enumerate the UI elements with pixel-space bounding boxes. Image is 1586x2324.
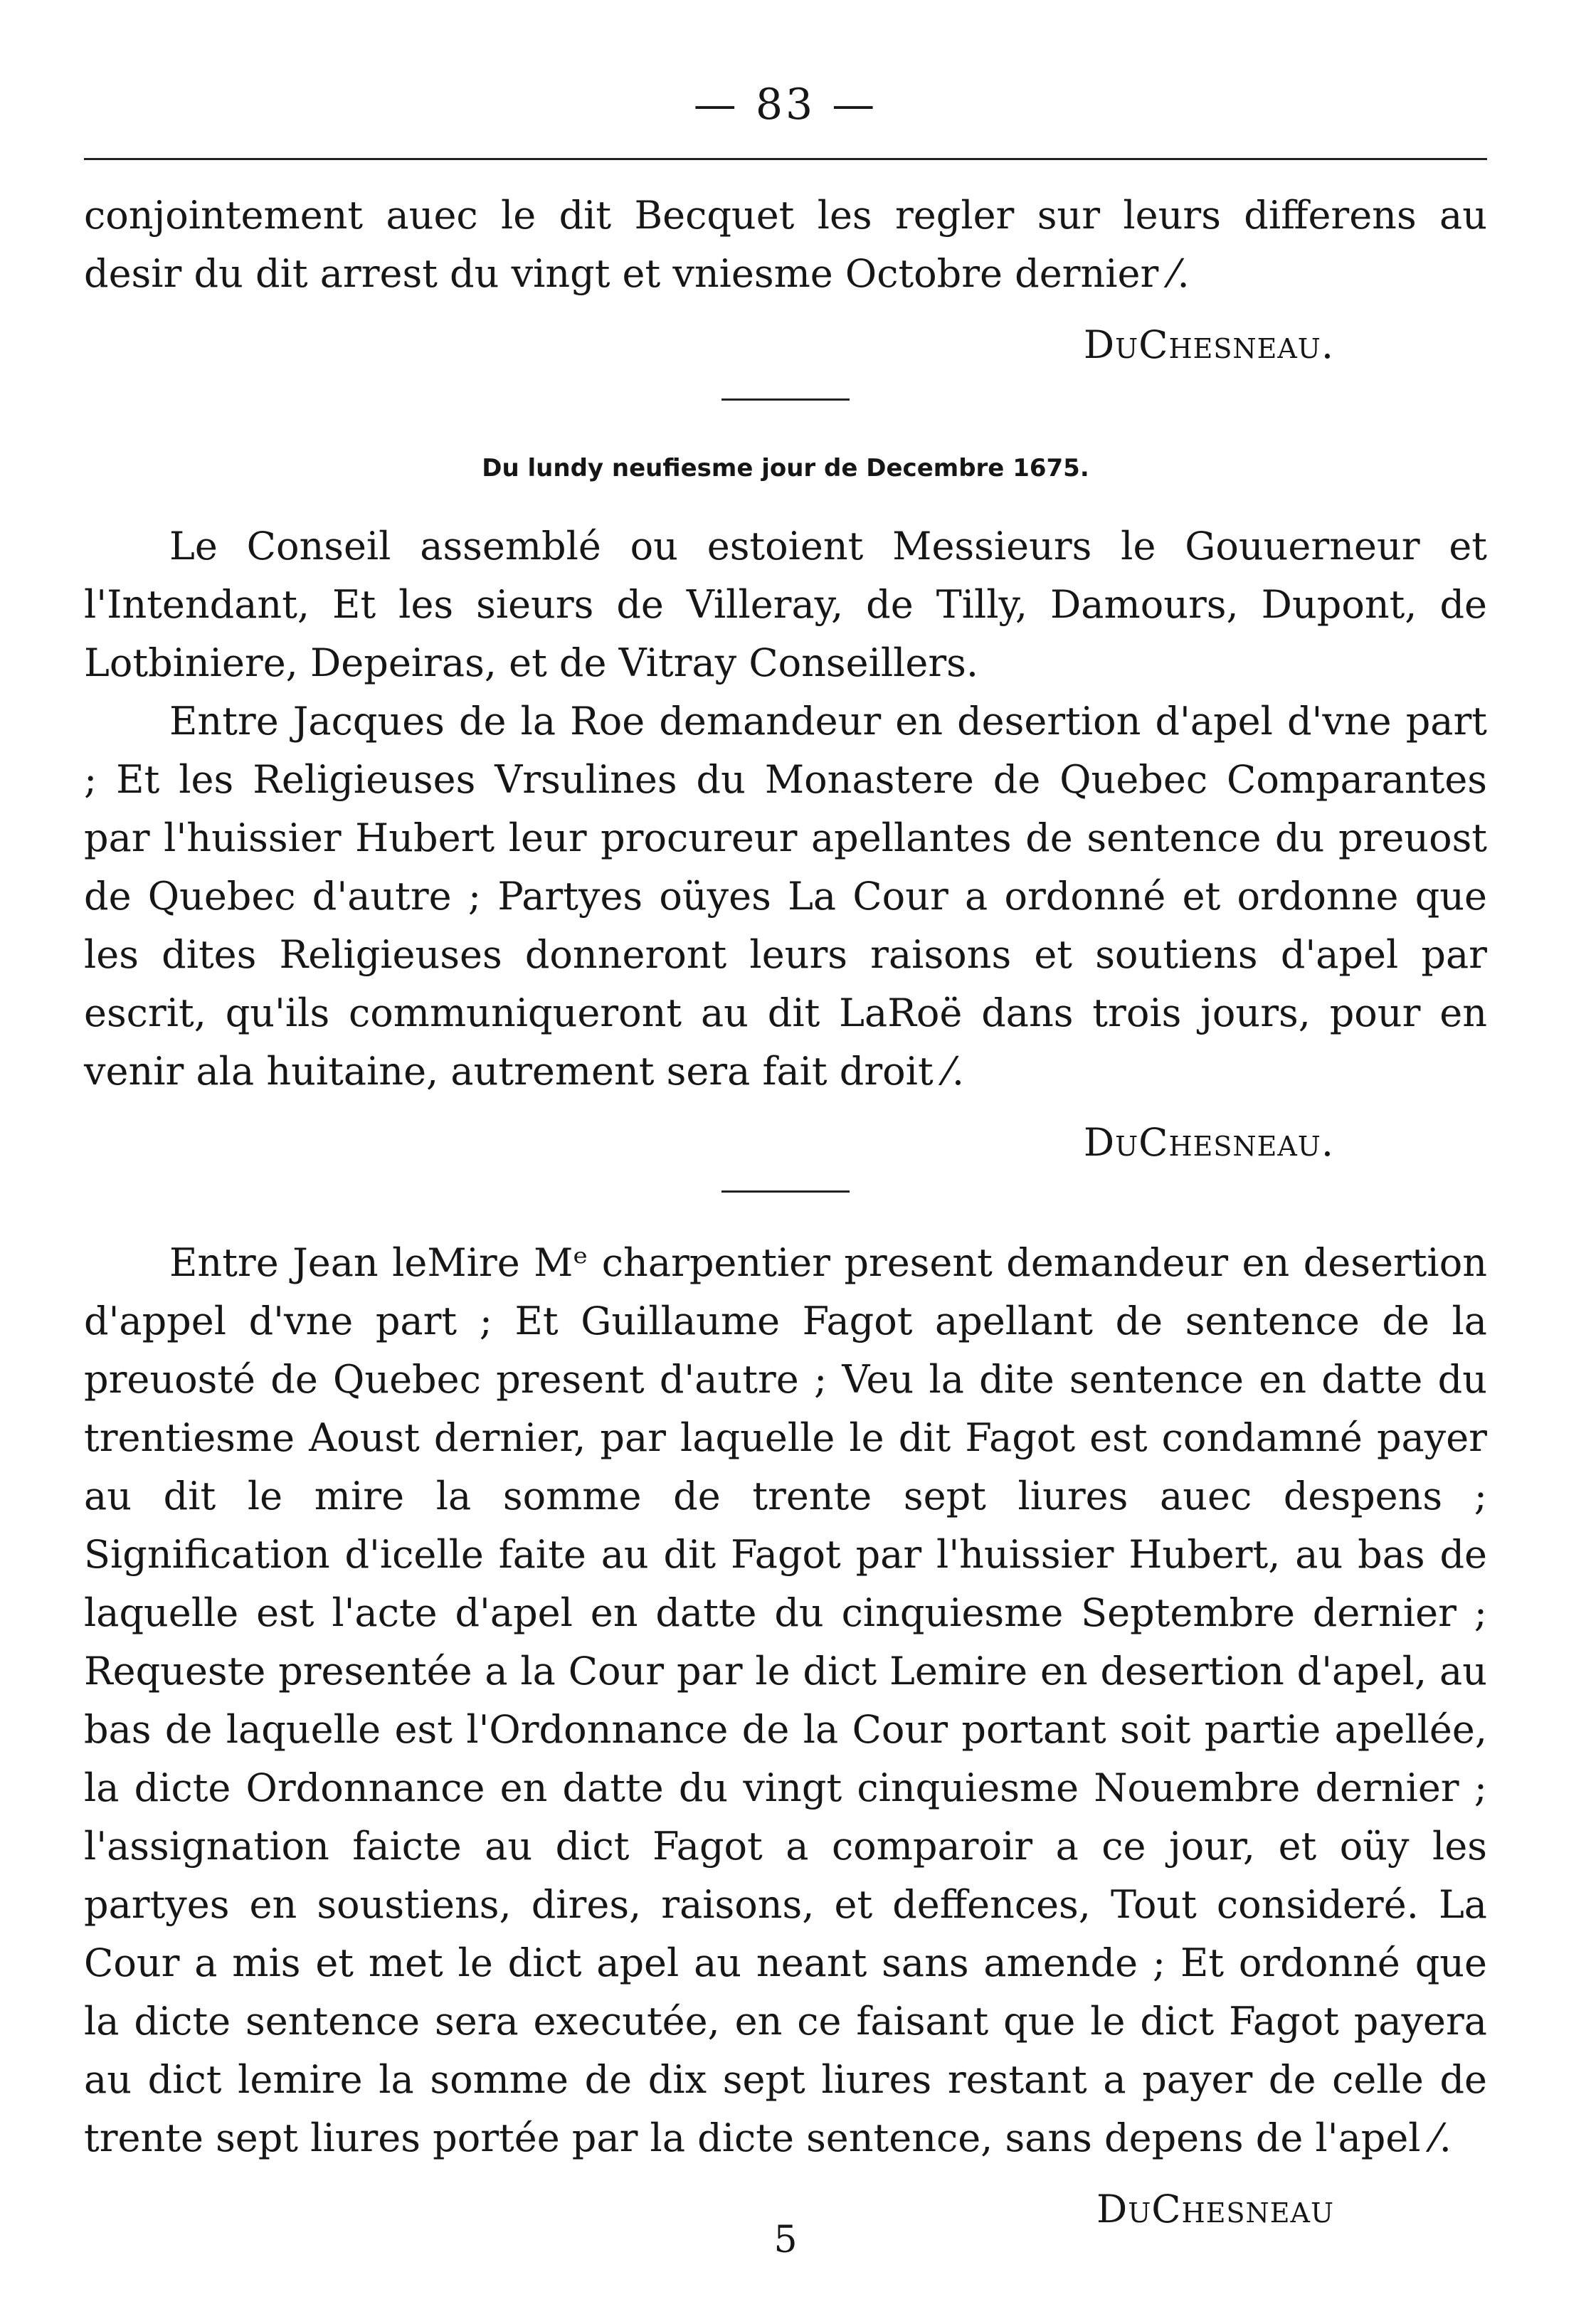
signature: DuChesneau.: [1083, 322, 1334, 367]
signature: DuChesneau: [1096, 2187, 1334, 2231]
section-divider: [721, 1190, 850, 1193]
case-lemire-fagot-paragraph: Entre Jean leMire Mᵉ charpentier present demandeur en desertion d'appel d'vne part ; Et Guillaume Fagot apellant de sentence de la preuosté de Quebec present d'autre ; Veu la dite sentence en datte du trentiesme Aoust dernier, par laquelle le dit Fagot est condamné payer au dit le mire la somme de trente sept liures auec despens ; Signification d'icelle faite au dit Fagot par l'huissier Hubert, au bas de laquelle est l'acte d'apel en datte du cinquiesme Septembre dernier ; Requeste presentée a la Cour par le dict Lemire en desertion d'apel, au bas de laquelle est l'Ordonnance de la Cour portant soit partie apellée, la dicte Ordonnance en datte du vingt cinquiesme Nouembre dernier ; l'assignation faicte au dict Fagot a comparoir a ce jour, et oüy les partyes en soustiens, dires, raisons, et deffences, Tout consideré. La Cour a mis et met le dict apel au neant sans amende ; Et ordonné que la dicte sentence sera executée, en ce faisant que le dict Fagot payera au dict lemire la somme de dix sept liures restant a payer de celle de trente sept liures portée par la dicte sentence, sans depens de l'apel ⁄.: [84, 1240, 1487, 2160]
signature-mark: 5: [773, 2219, 798, 2261]
paragraph-continuation: conjointement auec le dit Becquet les regler sur leurs differens au desir du dit arrest du vingt et vniesme Octobre dernier ⁄.: [84, 193, 1487, 296]
document-page: [84, 0, 1487, 2324]
case-de-la-roe-paragraph: Entre Jacques de la Roe demandeur en desertion d'apel d'vne part ; Et les Religieuses Vrsulines du Monastere de Quebec Comparantes par l'huissier Hubert leur procureur apellantes de sentence du preuost de Quebec d'autre ; Partyes oüyes La Cour a ordonné et ordonne que les dites Religieuses donneront leurs raisons et soutiens d'apel par escrit, qu'ils communiqueront au dit LaRoë dans trois jours, pour en venir ala huitaine, autrement sera fait droit ⁄.: [84, 699, 1487, 1094]
council-assembly-paragraph: Le Conseil assemblé ou estoient Messieurs le Gouuerneur et l'Intendant, Et les sieurs de Villeray, de Tilly, Damours, Dupont, de Lotbiniere, Depeiras, et de Vitray Conseillers.: [84, 524, 1487, 685]
document-body: [84, 186, 1487, 2239]
section-divider: [721, 398, 850, 401]
signature: DuChesneau.: [1083, 1120, 1334, 1165]
header-rule: [84, 158, 1487, 160]
page-number: — 83 —: [693, 80, 878, 130]
date-heading: Du lundy neufiesme jour de Decembre 1675.: [482, 454, 1089, 482]
